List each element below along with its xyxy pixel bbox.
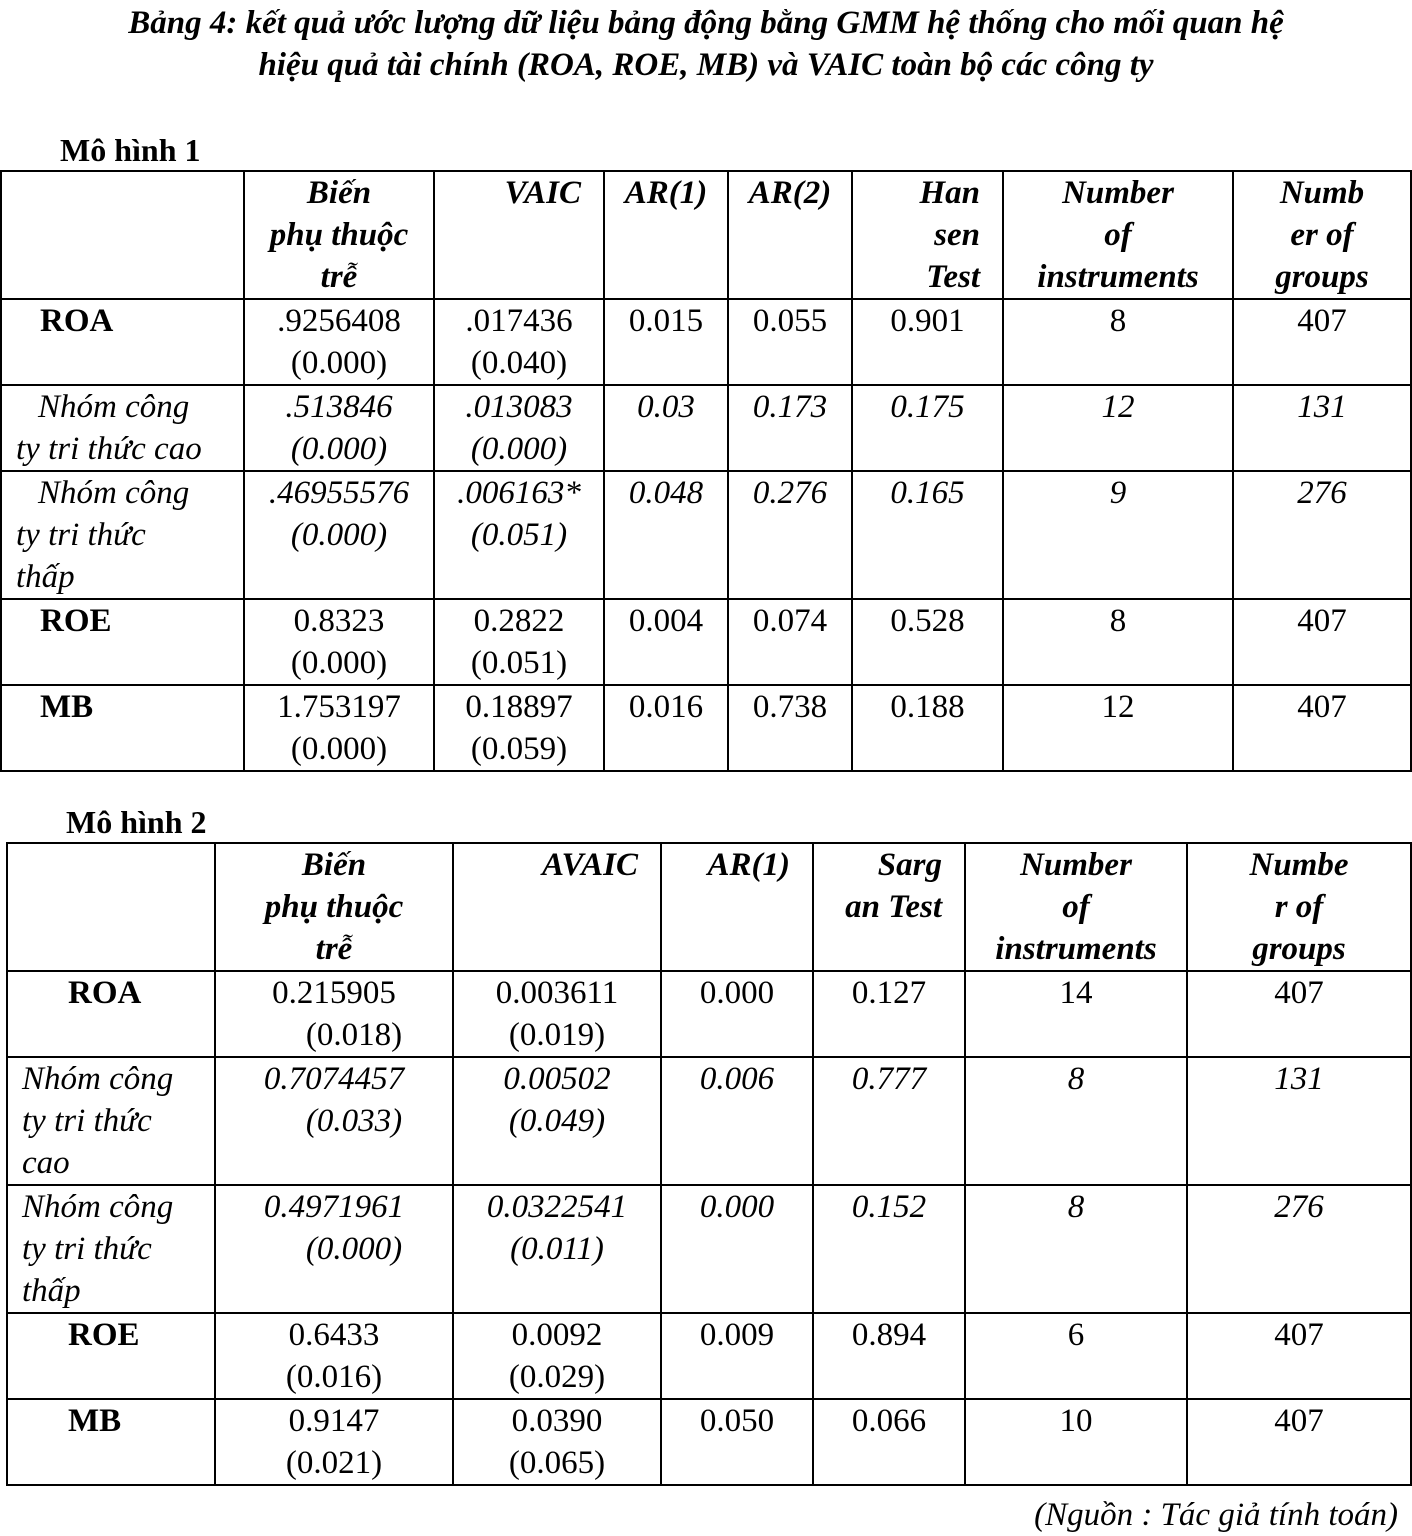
cell-hansen: 0.165	[852, 471, 1003, 599]
row-label-mb: MB	[1, 685, 244, 771]
model-1-header-lag: Biến phụ thuộc trễ	[244, 171, 434, 299]
cell-ar1: 0.000	[661, 971, 813, 1057]
cell-hansen: 0.188	[852, 685, 1003, 771]
model-2-table	[6, 842, 1412, 1486]
cell-groups: 407	[1233, 599, 1411, 685]
cell-instruments: 9	[1003, 471, 1233, 599]
cell-ar1: 0.048	[604, 471, 728, 599]
cell-lag: .513846 (0.000)	[244, 385, 434, 471]
table-row	[7, 1399, 1411, 1485]
cell-lag: 1.753197 (0.000)	[244, 685, 434, 771]
table-row	[1, 299, 1411, 385]
cell-hansen: 0.901	[852, 299, 1003, 385]
cell-ar2: 0.276	[728, 471, 852, 599]
model-1-header-hansen: Han sen Test	[852, 171, 1003, 299]
cell-groups: 407	[1187, 971, 1411, 1057]
cell-lag: 0.8323 (0.000)	[244, 599, 434, 685]
model-1-header-groups: Numb er of groups	[1233, 171, 1411, 299]
table-row	[7, 1313, 1411, 1399]
cell-ar1: 0.004	[604, 599, 728, 685]
model-1-header-instruments: Number of instruments	[1003, 171, 1233, 299]
cell-ar1: 0.03	[604, 385, 728, 471]
cell-lag: 0.9147 (0.021)	[215, 1399, 453, 1485]
cell-vaic: .017436 (0.040)	[434, 299, 604, 385]
table-row	[1, 385, 1411, 471]
model-1-header-empty	[1, 171, 244, 299]
model-1-header-row	[1, 171, 1411, 299]
model-1-table	[0, 170, 1412, 772]
table-title-line-2: hiệu quả tài chính (ROA, ROE, MB) và VAIC toàn bộ các công ty	[258, 47, 1154, 83]
cell-ar1: 0.006	[661, 1057, 813, 1185]
cell-ar2: 0.055	[728, 299, 852, 385]
row-label-roa: ROA	[1, 299, 244, 385]
cell-avaic: 0.003611 (0.019)	[453, 971, 661, 1057]
cell-groups: 407	[1233, 299, 1411, 385]
cell-groups: 131	[1187, 1057, 1411, 1185]
row-label-low-knowledge: Nhóm công ty tri thức thấp	[1, 471, 244, 599]
cell-lag: 0.4971961 (0.000)	[215, 1185, 453, 1313]
cell-instruments: 14	[965, 971, 1187, 1057]
model-2-header-empty	[7, 843, 215, 971]
model-2-label: Mô hình 2	[66, 804, 207, 840]
table-row	[1, 471, 1411, 599]
model-2-header-ar1: AR(1)	[661, 843, 813, 971]
cell-groups: 276	[1233, 471, 1411, 599]
model-1-header-ar2: AR(2)	[728, 171, 852, 299]
model-2-header-lag: Biến phụ thuộc trễ	[215, 843, 453, 971]
cell-lag: 0.6433 (0.016)	[215, 1313, 453, 1399]
model-2-header-groups: Numbe r of groups	[1187, 843, 1411, 971]
row-label-roa: ROA	[7, 971, 215, 1057]
model-1-header-ar1: AR(1)	[604, 171, 728, 299]
cell-instruments: 8	[1003, 599, 1233, 685]
model-2-header-instruments: Number of instruments	[965, 843, 1187, 971]
cell-vaic: .013083 (0.000)	[434, 385, 604, 471]
cell-ar1: 0.000	[661, 1185, 813, 1313]
row-label-high-knowledge: Nhóm công ty tri thức cao	[1, 385, 244, 471]
cell-ar1: 0.016	[604, 685, 728, 771]
table-row	[1, 599, 1411, 685]
cell-sargan: 0.066	[813, 1399, 965, 1485]
model-1-label: Mô hình 1	[60, 132, 201, 168]
cell-groups: 407	[1187, 1399, 1411, 1485]
table-row	[7, 971, 1411, 1057]
cell-avaic: 0.00502 (0.049)	[453, 1057, 661, 1185]
model-1-header-vaic: VAIC	[434, 171, 604, 299]
cell-sargan: 0.894	[813, 1313, 965, 1399]
row-label-roe: ROE	[7, 1313, 215, 1399]
cell-avaic: 0.0092 (0.029)	[453, 1313, 661, 1399]
cell-sargan: 0.152	[813, 1185, 965, 1313]
cell-lag: 0.7074457 (0.033)	[215, 1057, 453, 1185]
row-label-high-knowledge: Nhóm công ty tri thức cao	[7, 1057, 215, 1185]
row-label-low-knowledge: Nhóm công ty tri thức thấp	[7, 1185, 215, 1313]
cell-instruments: 8	[1003, 299, 1233, 385]
cell-groups: 407	[1233, 685, 1411, 771]
row-label-mb: MB	[7, 1399, 215, 1485]
cell-vaic: .006163* (0.051)	[434, 471, 604, 599]
table-title	[0, 2, 1412, 86]
cell-ar1: 0.015	[604, 299, 728, 385]
cell-avaic: 0.0322541 (0.011)	[453, 1185, 661, 1313]
cell-ar1: 0.009	[661, 1313, 813, 1399]
cell-avaic: 0.0390 (0.065)	[453, 1399, 661, 1485]
table-row	[7, 1057, 1411, 1185]
row-label-roe: ROE	[1, 599, 244, 685]
cell-hansen: 0.528	[852, 599, 1003, 685]
cell-instruments: 10	[965, 1399, 1187, 1485]
cell-instruments: 8	[965, 1185, 1187, 1313]
table-row	[7, 1185, 1411, 1313]
table-title-line-1: Bảng 4: kết quả ước lượng dữ liệu bảng động bằng GMM hệ thống cho mối quan hệ	[128, 5, 1284, 41]
cell-instruments: 8	[965, 1057, 1187, 1185]
cell-vaic: 0.2822 (0.051)	[434, 599, 604, 685]
cell-vaic: 0.18897 (0.059)	[434, 685, 604, 771]
cell-instruments: 12	[1003, 685, 1233, 771]
model-2-header-avaic: AVAIC	[453, 843, 661, 971]
cell-lag: .46955576 (0.000)	[244, 471, 434, 599]
cell-ar2: 0.173	[728, 385, 852, 471]
cell-instruments: 12	[1003, 385, 1233, 471]
cell-groups: 131	[1233, 385, 1411, 471]
cell-ar2: 0.738	[728, 685, 852, 771]
table-row	[1, 685, 1411, 771]
cell-lag: .9256408 (0.000)	[244, 299, 434, 385]
cell-lag: 0.215905 (0.018)	[215, 971, 453, 1057]
cell-ar2: 0.074	[728, 599, 852, 685]
model-2-header-row	[7, 843, 1411, 971]
source-note: (Nguồn : Tác giả tính toán)	[1034, 1497, 1398, 1533]
cell-hansen: 0.175	[852, 385, 1003, 471]
cell-groups: 276	[1187, 1185, 1411, 1313]
model-2-header-sargan: Sarg an Test	[813, 843, 965, 971]
cell-groups: 407	[1187, 1313, 1411, 1399]
cell-sargan: 0.777	[813, 1057, 965, 1185]
cell-instruments: 6	[965, 1313, 1187, 1399]
cell-sargan: 0.127	[813, 971, 965, 1057]
cell-ar1: 0.050	[661, 1399, 813, 1485]
